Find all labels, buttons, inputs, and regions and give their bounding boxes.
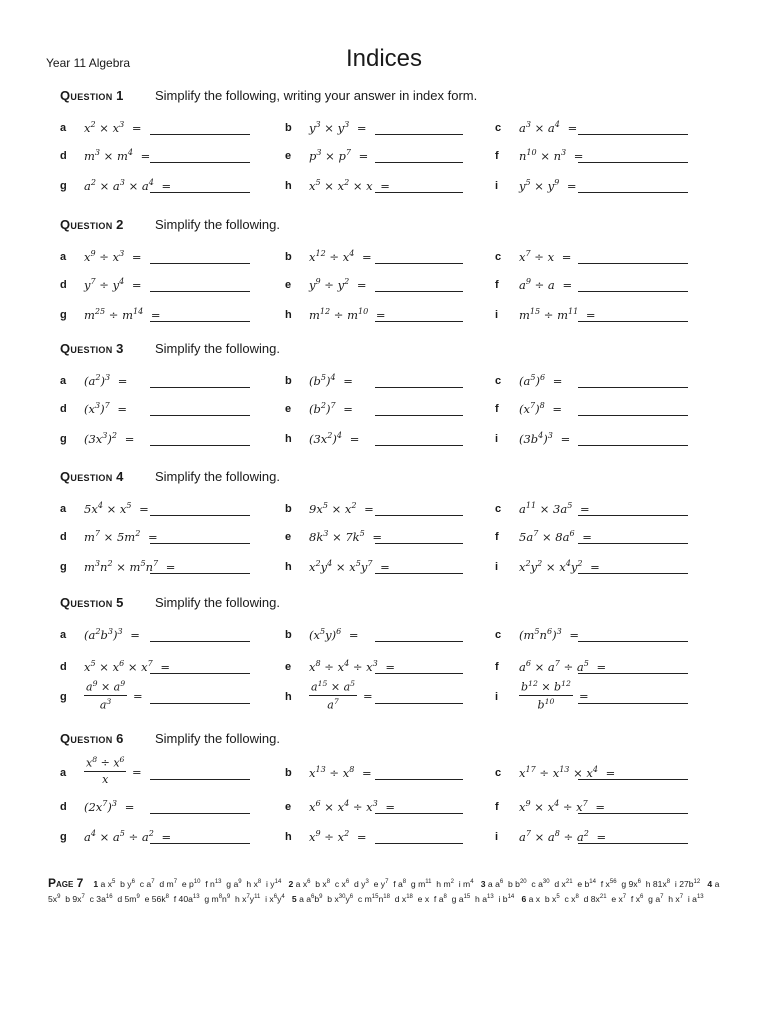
item-label: a — [60, 251, 67, 263]
item-label: e — [285, 661, 292, 673]
answers-page-label: Page 7 — [48, 875, 84, 890]
item-label: i — [495, 180, 499, 192]
fraction-expression: $\frac{a^9 \times a^9}{a^3}$ — [86, 679, 126, 712]
answer-blank[interactable] — [150, 515, 250, 516]
question-number: 4 — [116, 469, 124, 484]
item-label: f — [495, 403, 499, 415]
question-row — [0, 527, 768, 551]
question-word: Question — [60, 341, 113, 356]
item-label: i — [495, 691, 499, 703]
answer-blank[interactable] — [150, 641, 250, 642]
subject-label: Year 11 Algebra — [46, 56, 131, 70]
answer-blank[interactable] — [375, 779, 463, 780]
equals-sign: = — [579, 689, 589, 703]
math-expression: $a^{11} \times 3a^5$ = — [519, 501, 590, 516]
question-instruction: Simplify the following. — [155, 341, 280, 356]
question-instruction: Simplify the following. — [155, 217, 280, 232]
answer-blank[interactable] — [578, 162, 688, 163]
answer-blank[interactable] — [578, 543, 688, 544]
fraction-expression: $\frac{a^{15} \times a^5}{a^7}$ — [311, 679, 356, 712]
math-expression: $x^9 \div x^2$ = — [309, 829, 367, 844]
answer-blank[interactable] — [150, 779, 250, 780]
item-label: a — [60, 767, 67, 779]
math-expression: $a^6 \times a^7 \div a^5$ = — [519, 659, 607, 674]
math-expression: $(a^2)^3$ = — [84, 373, 128, 388]
math-expression: $x^{12} \div x^4$ = — [309, 249, 372, 264]
math-expression: $p^3 \times p^7$ = — [309, 148, 369, 163]
question-row — [0, 625, 768, 649]
item-label: a — [60, 122, 67, 134]
item-label: h — [285, 180, 292, 192]
page-title: Indices — [345, 45, 423, 72]
item-label: e — [285, 403, 292, 415]
item-label: e — [285, 531, 292, 543]
question-row — [0, 305, 768, 329]
answer-blank[interactable] — [375, 321, 463, 322]
question-number: 2 — [116, 217, 124, 232]
math-expression: $a^2 \times a^3 \times a^4$ = — [84, 178, 172, 193]
math-expression: $m^{15} \div m^{11}$ = — [519, 307, 596, 322]
equals-sign: = — [132, 765, 142, 779]
item-label: h — [285, 433, 292, 445]
math-expression: $(x^3)^7$ = — [84, 401, 128, 416]
question-number: 3 — [116, 341, 124, 356]
item-label: d — [60, 279, 67, 291]
math-expression: $(a^2b^3)^3$ = — [84, 627, 140, 642]
item-label: i — [495, 561, 499, 573]
answer-blank[interactable] — [578, 843, 688, 844]
math-expression: $y^9 \div y^2$ = — [309, 277, 367, 292]
answer-blank[interactable] — [578, 263, 688, 264]
item-label: g — [60, 831, 67, 843]
answer-blank[interactable] — [150, 843, 250, 844]
item-label: h — [285, 831, 292, 843]
answer-blank[interactable] — [578, 813, 688, 814]
question-word: Question — [60, 595, 113, 610]
answer-blank[interactable] — [150, 543, 250, 544]
math-expression: $x^9 \times x^4 \div x^7$ = — [519, 799, 606, 814]
item-label: f — [495, 150, 499, 162]
fraction-expression: $\frac{b^{12} \times b^{12}}{b^{10}}$ — [521, 679, 571, 712]
item-label: f — [495, 279, 499, 291]
item-label: b — [285, 251, 292, 263]
answer-blank[interactable] — [150, 813, 250, 814]
math-expression: $x^2y^2 \times x^4y^2$ = — [519, 559, 600, 574]
question-row — [0, 499, 768, 523]
question-row — [0, 755, 768, 787]
question-row — [0, 146, 768, 170]
item-label: g — [60, 561, 67, 573]
item-label: d — [60, 403, 67, 415]
math-expression: $y^3 \times y^3$ = — [309, 120, 367, 135]
answer-blank[interactable] — [578, 573, 688, 574]
math-expression: $m^3 \times m^4$ = — [84, 148, 151, 163]
equals-sign: = — [133, 689, 143, 703]
answer-blank[interactable] — [375, 703, 463, 704]
answers-text: 1 a $x^5$ b $y^6$ c $a^7$ d $m^7$ e $p^{10}$ f $n^{13}$ g $a^9$ h $x^8$ i $y^{14}$ 2 a $x^6$ b $x^8$ c $x^6$ d $y^3$ e $y^7$ f $a^8$ g $m^{11}$ h $m^2$ i $m^4$ 3 a $a^6$ b $b^{20}$ c $a^{30}$ d $x^{21}$ e $b^{14}$ f $x^{56}$ g $9x^6$ h $81x^8$ i $27b^{12}$ 4 a $5x^9$ b $9x^7$ c $3a^{16}$ d $5m^9$ e $56k^8$ f $40a^{13}$ g $m^8n^9$ h $x^7y^{11}$ i $x^6y^4$ 5 a $a^6b^9$ b $x^{30}y^6$ c $m^{15}n^{18}$ d $x^{18}$ e x f $a^8$ g $a^{15}$ h $a^{13}$ i $b^{14}$ 6 a x b $x^5$ c $x^8$ d $8x^{21}$ e $x^7$ f $x^6$ g $a^7$ h $x^7$ i $a^{13}$ — [48, 878, 720, 904]
math-expression: $y^5 \times y^9$ = — [519, 178, 577, 193]
item-label: c — [495, 629, 502, 641]
question-heading — [60, 731, 280, 746]
answer-blank[interactable] — [578, 779, 688, 780]
answer-blank[interactable] — [578, 415, 688, 416]
item-label: a — [60, 629, 67, 641]
answer-blank[interactable] — [375, 192, 463, 193]
question-instruction: Simplify the following. — [155, 731, 280, 746]
math-expression: $(m^5n^6)^3$ = — [519, 627, 579, 642]
item-label: i — [495, 433, 499, 445]
math-expression: $x^5 \times x^2 \times x$ = — [309, 178, 390, 193]
question-row — [0, 827, 768, 851]
question-heading — [60, 217, 280, 232]
item-label: c — [495, 375, 502, 387]
math-expression: $(a^5)^6$ = — [519, 373, 563, 388]
answer-blank[interactable] — [375, 162, 463, 163]
item-label: d — [60, 531, 67, 543]
math-expression: $(x^7)^8$ = — [519, 401, 563, 416]
item-label: e — [285, 801, 292, 813]
item-label: e — [285, 279, 292, 291]
item-label: g — [60, 691, 67, 703]
answer-blank[interactable] — [578, 445, 688, 446]
item-label: f — [495, 531, 499, 543]
math-expression: $x^8 \div x^4 \div x^3$ = — [309, 659, 396, 674]
question-word: Question — [60, 217, 113, 232]
answer-blank[interactable] — [150, 321, 250, 322]
question-row — [0, 429, 768, 453]
item-label: a — [60, 375, 67, 387]
question-row — [0, 371, 768, 395]
item-label: b — [285, 375, 292, 387]
item-label: i — [495, 831, 499, 843]
answer-blank[interactable] — [578, 703, 688, 704]
item-label: b — [285, 122, 292, 134]
answer-blank[interactable] — [578, 321, 688, 322]
equals-sign: = — [363, 689, 373, 703]
question-instruction: Simplify the following, writing your answer in index form. — [155, 88, 478, 103]
answer-blank[interactable] — [375, 813, 463, 814]
answers-section — [48, 876, 720, 906]
math-expression: $x^2y^4 \times x^5y^7$ = — [309, 559, 390, 574]
question-heading — [60, 88, 478, 103]
answer-blank[interactable] — [375, 415, 463, 416]
answer-blank[interactable] — [375, 263, 463, 264]
answer-blank[interactable] — [375, 673, 463, 674]
math-expression: $a^9 \div a$ = — [519, 277, 573, 292]
answer-blank[interactable] — [375, 515, 463, 516]
answer-blank[interactable] — [150, 445, 250, 446]
answer-blank[interactable] — [578, 641, 688, 642]
answer-blank[interactable] — [578, 192, 688, 193]
question-row — [0, 557, 768, 581]
answer-blank[interactable] — [150, 573, 250, 574]
answer-blank[interactable] — [578, 134, 688, 135]
item-label: h — [285, 561, 292, 573]
answer-blank[interactable] — [578, 515, 688, 516]
math-expression: $x^5 \times x^6 \times x^7$ = — [84, 659, 171, 674]
item-label: i — [495, 309, 499, 321]
math-expression: $5a^7 \times 8a^6$ = — [519, 529, 592, 544]
item-label: c — [495, 251, 502, 263]
item-label: d — [60, 801, 67, 813]
item-label: h — [285, 691, 292, 703]
math-expression: $(x^5y)^6$ = — [309, 627, 359, 642]
item-label: d — [60, 661, 67, 673]
math-expression: $y^7 \div y^4$ = — [84, 277, 142, 292]
answer-blank[interactable] — [150, 263, 250, 264]
answer-blank[interactable] — [375, 543, 463, 544]
question-word: Question — [60, 731, 113, 746]
question-number: 5 — [116, 595, 124, 610]
item-label: g — [60, 309, 67, 321]
item-label: g — [60, 433, 67, 445]
question-row — [0, 399, 768, 423]
answer-blank[interactable] — [578, 387, 688, 388]
math-expression: $(3x^3)^2$ = — [84, 431, 135, 446]
question-word: Question — [60, 88, 113, 103]
item-label: f — [495, 801, 499, 813]
math-expression: $(b^2)^7$ = — [309, 401, 353, 416]
question-number: 1 — [116, 88, 124, 103]
math-expression: $(3x^2)^4$ = — [309, 431, 360, 446]
answer-blank[interactable] — [150, 703, 250, 704]
math-expression: $n^{10} \times n^3$ = — [519, 148, 584, 163]
math-expression: $a^3 \times a^4$ = — [519, 120, 578, 135]
question-row — [0, 275, 768, 299]
math-expression: $x^9 \div x^3$ = — [84, 249, 142, 264]
question-number: 6 — [116, 731, 124, 746]
math-expression: $9x^5 \times x^2$ = — [309, 501, 374, 516]
answer-blank[interactable] — [150, 291, 250, 292]
item-label: c — [495, 503, 502, 515]
answer-blank[interactable] — [375, 843, 463, 844]
answer-blank[interactable] — [375, 134, 463, 135]
item-label: a — [60, 503, 67, 515]
answer-blank[interactable] — [578, 673, 688, 674]
answer-blank[interactable] — [578, 291, 688, 292]
math-expression: $(3b^4)^3$ = — [519, 431, 571, 446]
answer-blank[interactable] — [375, 445, 463, 446]
math-expression: $(b^5)^4$ = — [309, 373, 353, 388]
question-row — [0, 118, 768, 142]
question-row — [0, 247, 768, 271]
question-instruction: Simplify the following. — [155, 595, 280, 610]
answer-blank[interactable] — [150, 134, 250, 135]
item-label: b — [285, 503, 292, 515]
item-label: b — [285, 629, 292, 641]
question-row — [0, 657, 768, 681]
question-word: Question — [60, 469, 113, 484]
item-label: g — [60, 180, 67, 192]
math-expression: $a^7 \times a^8 \div a^2$ = — [519, 829, 607, 844]
answer-blank[interactable] — [150, 162, 250, 163]
item-label: e — [285, 150, 292, 162]
math-expression: $m^3n^2 \times m^5n^7$ = — [84, 559, 176, 574]
math-expression: $x^6 \times x^4 \div x^3$ = — [309, 799, 396, 814]
question-instruction: Simplify the following. — [155, 469, 280, 484]
answer-blank[interactable] — [150, 415, 250, 416]
question-row — [0, 176, 768, 200]
item-label: b — [285, 767, 292, 779]
item-label: h — [285, 309, 292, 321]
answer-blank[interactable] — [375, 291, 463, 292]
question-heading — [60, 469, 280, 484]
answer-blank[interactable] — [375, 387, 463, 388]
fraction-expression: $\frac{x^8 \div x^6}{x}$ — [86, 755, 125, 786]
item-label: d — [60, 150, 67, 162]
math-expression: $x^{13} \div x^8$ = — [309, 765, 372, 780]
item-label: f — [495, 661, 499, 673]
item-label: c — [495, 122, 502, 134]
math-expression: $8k^3 \times 7k^5$ = — [309, 529, 383, 544]
math-expression: $5x^4 \times x^5$ = — [84, 501, 149, 516]
answer-blank[interactable] — [150, 192, 250, 193]
math-expression: $m^{25} \div m^{14}$ = — [84, 307, 161, 322]
answer-blank[interactable] — [375, 573, 463, 574]
math-expression: $x^{17} \div x^{13} \times x^4$ = — [519, 765, 616, 780]
answer-blank[interactable] — [150, 387, 250, 388]
question-row — [0, 797, 768, 821]
answer-blank[interactable] — [150, 673, 250, 674]
math-expression: $m^7 \times 5m^2$ = — [84, 529, 158, 544]
question-heading — [60, 341, 280, 356]
question-heading — [60, 595, 280, 610]
question-row — [0, 679, 768, 712]
math-expression: $a^4 \times a^5 \div a^2$ = — [84, 829, 172, 844]
answer-blank[interactable] — [375, 641, 463, 642]
item-label: c — [495, 767, 502, 779]
math-expression: $x^2 \times x^3$ = — [84, 120, 142, 135]
math-expression: $x^7 \div x$ = — [519, 249, 572, 264]
math-expression: $(2x^7)^3$ = — [84, 799, 135, 814]
math-expression: $m^{12} \div m^{10}$ = — [309, 307, 386, 322]
